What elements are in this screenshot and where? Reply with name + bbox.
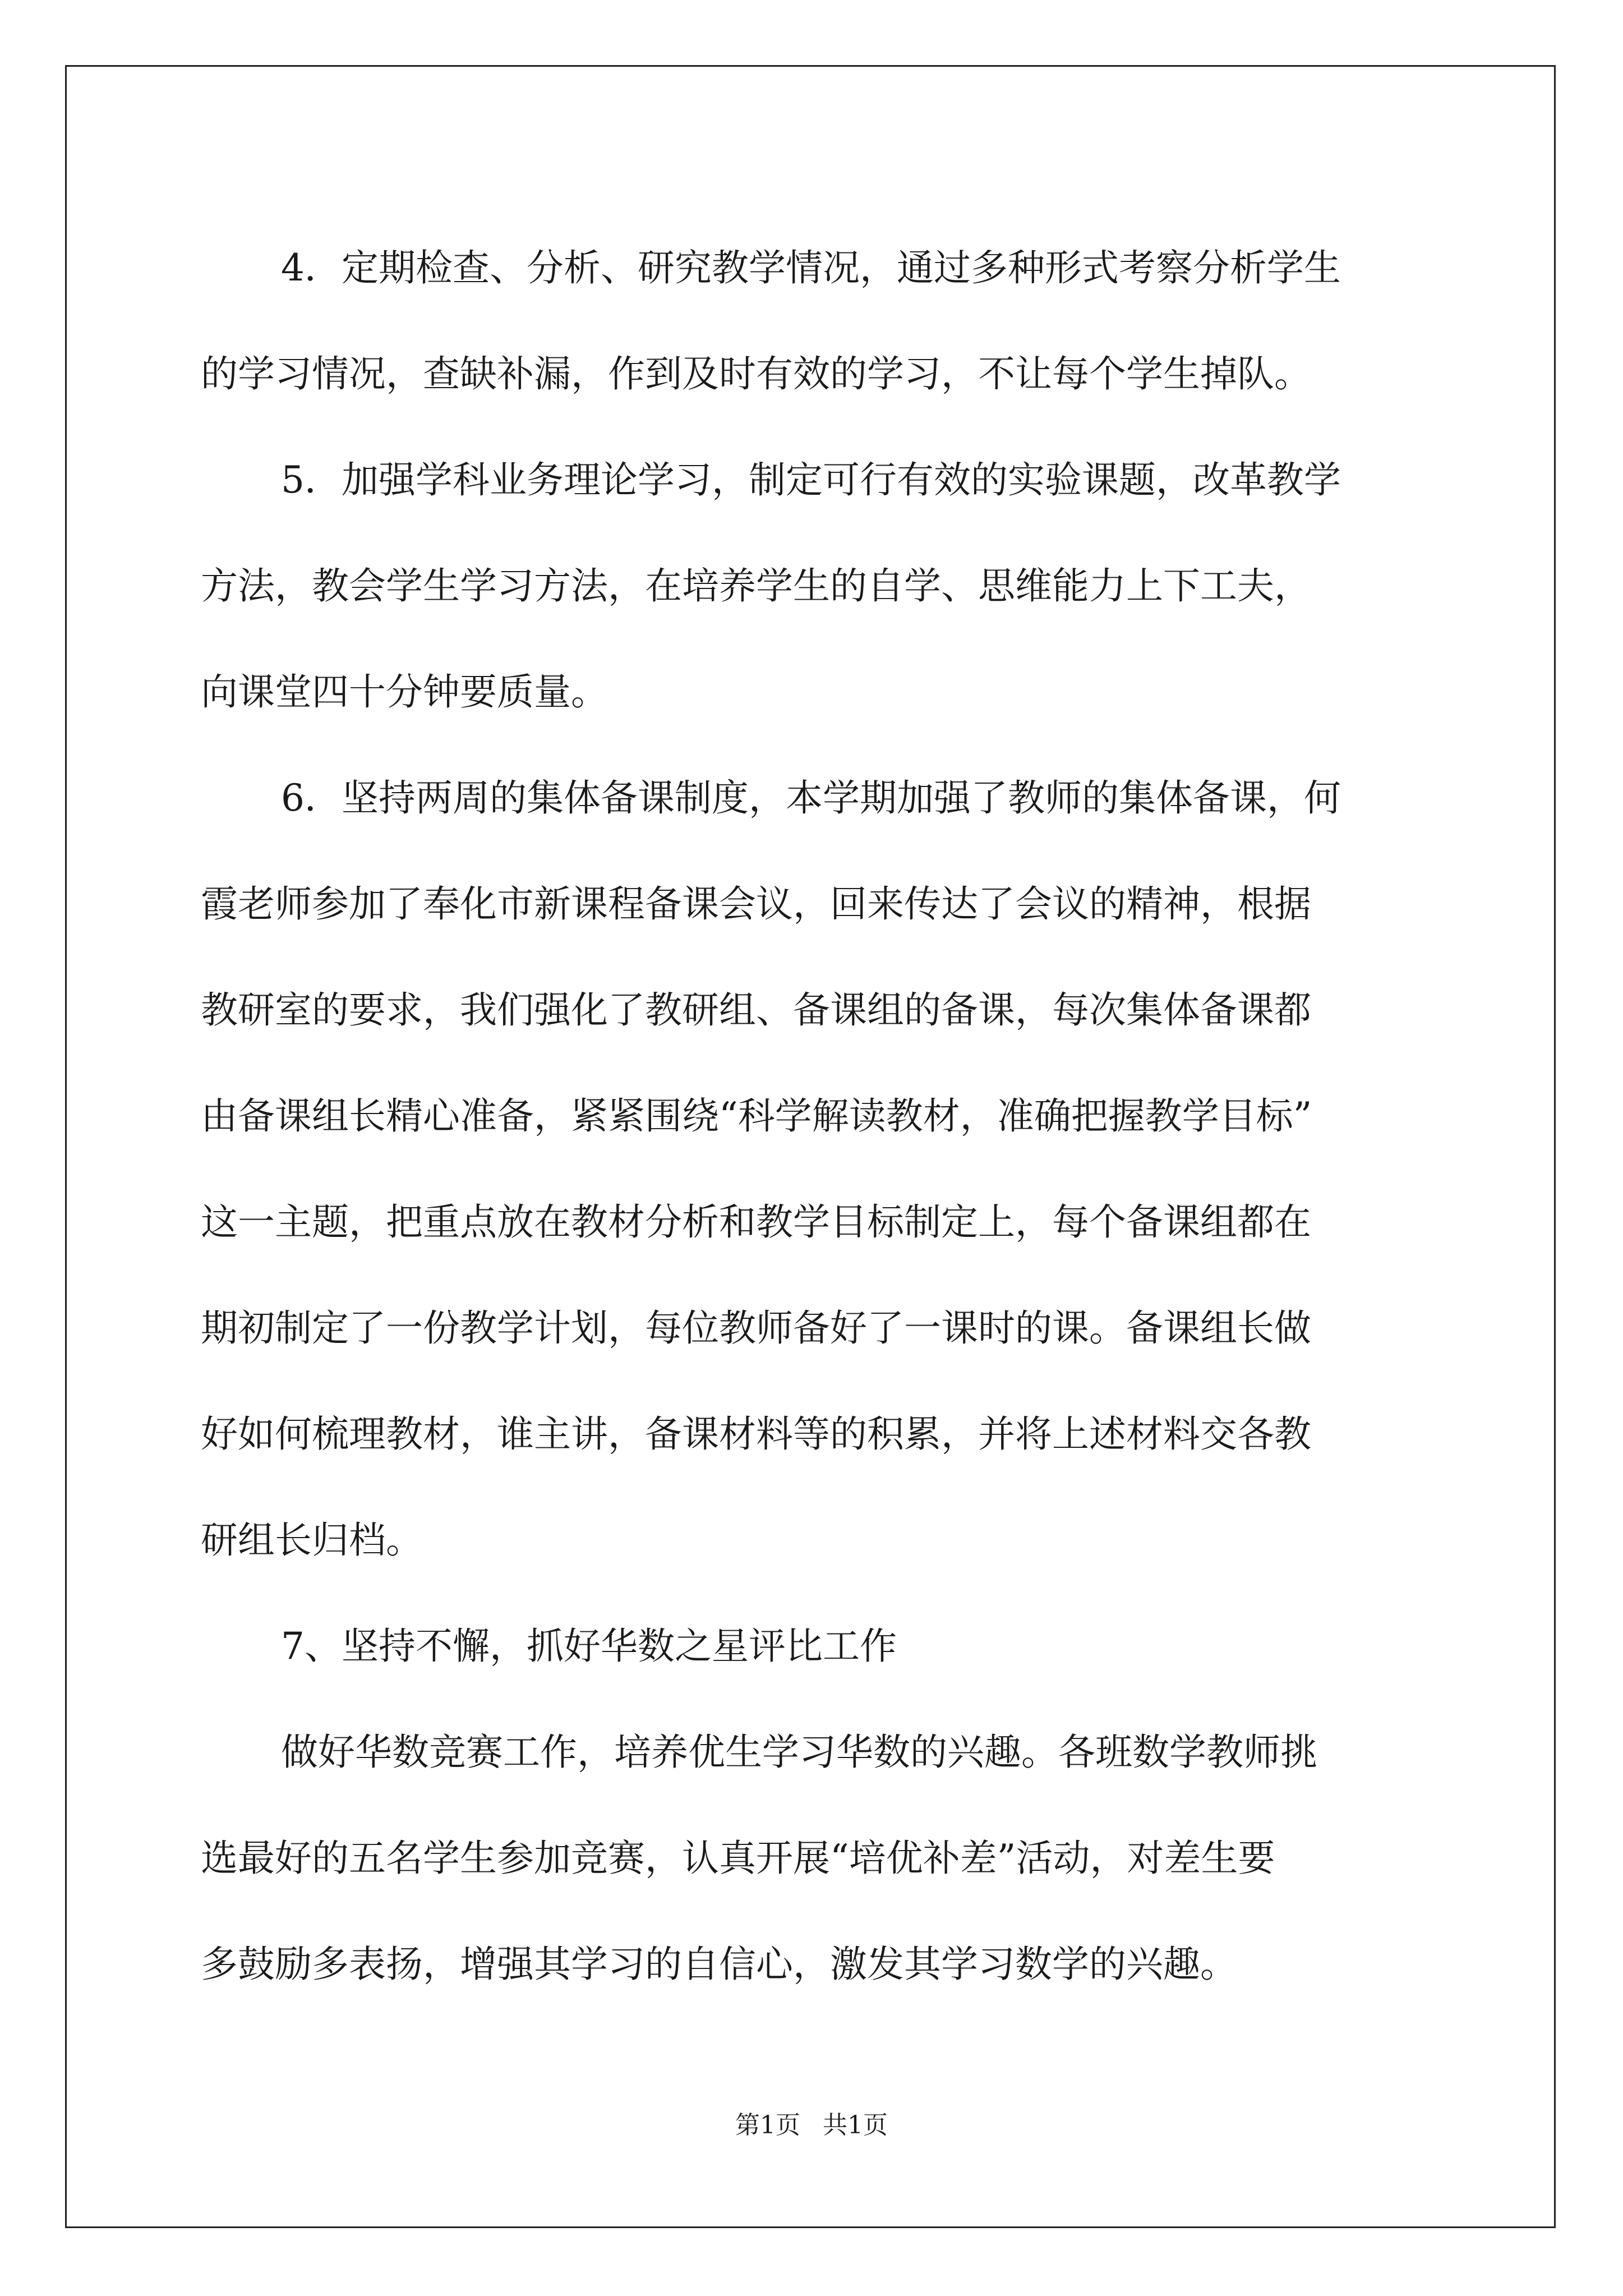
text-line: 4．定期检查、分析、研究教学情况，通过多种形式考察分析学生 (281, 246, 1341, 289)
page-footer (0, 2105, 1623, 2141)
paragraph-5 (201, 427, 1429, 745)
text-line: 做好华数竞赛工作，培养优生学习华数的兴趣。各班数学教师挑 (281, 1731, 1317, 1774)
page-number: 第1页 (735, 2111, 800, 2139)
paragraph-8 (201, 1699, 1429, 2017)
text-line: 5．加强学科业务理论学习，制定可行有效的实验课题，改革教学 (281, 458, 1341, 501)
paragraph-4 (201, 215, 1429, 427)
text-line: 选最好的五名学生参加竞赛，认真开展“培优补差”活动，对差生要 (201, 1837, 1275, 1880)
paragraph-7-heading (201, 1593, 1429, 1699)
text-line: 方法，教会学生学习方法，在培养学生的自学、思维能力上下工夫， (201, 564, 1311, 608)
text-line: 6．坚持两周的集体备课制度，本学期加强了教师的集体备课，何 (281, 776, 1341, 820)
text-line: 好如何梳理教材，谁主讲，备课材料等的积累，并将上述材料交各教 (201, 1412, 1311, 1456)
document-body (201, 215, 1429, 2017)
page-total: 共1页 (823, 2111, 888, 2139)
text-line: 由备课组长精心准备，紧紧围绕“科学解读教材，准确把握教学目标” (201, 1094, 1312, 1138)
text-line: 向课堂四十分钟要质量。 (201, 670, 608, 714)
text-line: 7、坚持不懈，抓好华数之星评比工作 (281, 1625, 897, 1668)
text-line: 霞老师参加了奉化市新课程备课会议，回来传达了会议的精神，根据 (201, 882, 1311, 926)
text-line: 的学习情况，查缺补漏，作到及时有效的学习，不让每个学生掉队。 (201, 352, 1311, 395)
paragraph-6 (201, 745, 1429, 1593)
text-line: 期初制定了一份教学计划，每位教师备好了一课时的课。备课组长做 (201, 1306, 1311, 1350)
text-line: 多鼓励多表扬，增强其学习的自信心，激发其学习数学的兴趣。 (201, 1943, 1237, 1986)
text-line: 教研室的要求，我们强化了教研组、备课组的备课，每次集体备课都 (201, 988, 1311, 1032)
text-line: 这一主题，把重点放在教材分析和教学目标制定上，每个备课组都在 (201, 1200, 1311, 1244)
text-line: 研组长归档。 (201, 1519, 423, 1562)
